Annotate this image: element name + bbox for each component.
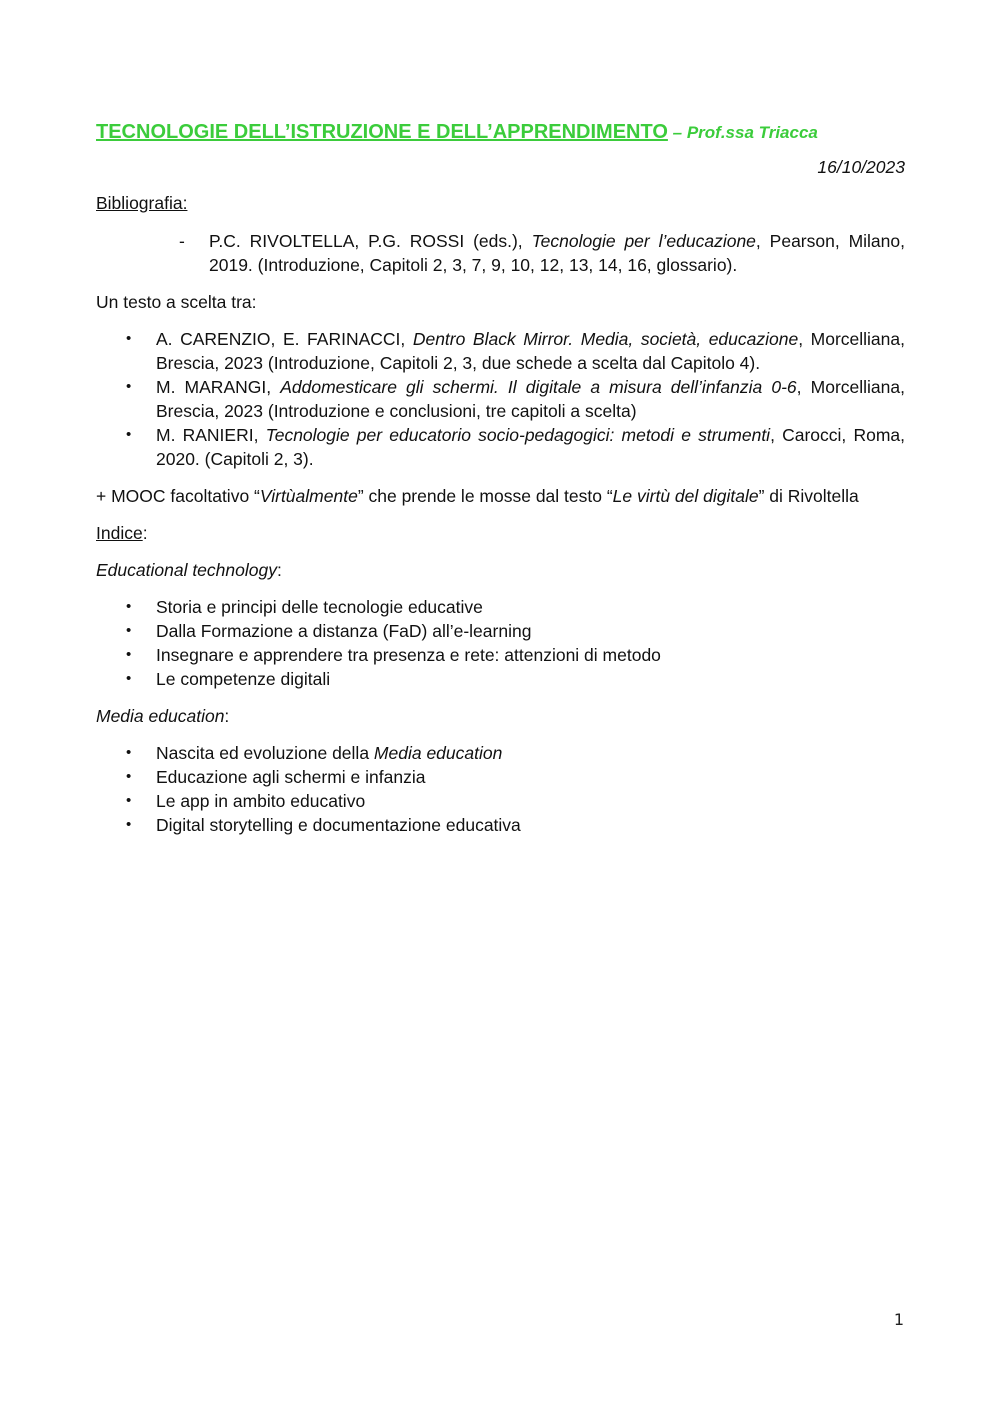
mooc-note [96,485,905,508]
list-item-text: Educazione agli schermi e infanzia [156,767,426,787]
ref-authors: P.C. RIVOLTELLA, P.G. ROSSI (eds.), [209,231,532,251]
bullet-marker: • [126,330,132,347]
course-title: TECNOLOGIE DELL’ISTRUZIONE E DELL’APPRENDIMENTO [96,121,668,143]
page-number: 1 [893,1310,904,1329]
dash-marker: - [179,231,185,251]
list-item-text: Dalla Formazione a distanza (FaD) all’e-learning [156,621,532,641]
media-label: Media education [96,706,225,726]
ref-title: Dentro Black Mirror. Media, società, educazione [412,329,799,349]
list-item [96,619,905,643]
bullet-marker: • [126,744,132,761]
document-title-line [96,119,905,146]
edtech-colon: : [276,560,282,580]
list-item [96,667,905,691]
list-item [96,813,905,837]
list-item-text: Nascita ed evoluzione della [156,743,374,763]
bullet-marker: • [126,646,132,663]
bullet-marker: • [126,622,132,639]
indice-colon: : [142,523,148,543]
list-item-text: Le app in ambito educativo [156,791,366,811]
media-heading [96,705,905,728]
edtech-list [96,595,905,691]
bibliografia-heading [96,192,905,215]
list-item [96,741,905,765]
media-list [96,741,905,837]
list-item [96,765,905,789]
list-item [96,595,905,619]
list-item [96,375,905,423]
mooc-text: ” che prende le mosse dal testo “ [357,486,613,506]
bibliografia-label: Bibliografia: [96,193,188,213]
media-colon: : [224,706,230,726]
list-item-emphasis: Media education [373,743,503,763]
list-item [96,327,905,375]
ref-title: Addomesticare gli schermi. Il digitale a misura dell’infanzia 0-6 [280,377,797,397]
bullet-marker: • [126,768,132,785]
ref-authors: A. CARENZIO, E. FARINACCI, [156,329,413,349]
bullet-marker: • [126,816,132,833]
list-item [96,789,905,813]
bullet-marker: • [126,378,132,395]
title-separator: – [667,123,687,142]
bibliografia-list [96,229,905,277]
bullet-marker: • [126,792,132,809]
list-item-text: Digital storytelling e documentazione educativa [156,815,521,835]
bullet-marker: • [126,426,132,443]
scelta-list [96,327,905,471]
indice-label: Indice [96,523,143,543]
scelta-heading: Un testo a scelta tra: [96,292,257,312]
ref-details: , Morcelliana, Brescia, 2023 (Introduzione e conclusioni, tre capitoli a scelta) [156,377,905,421]
course-professor: Prof.ssa Triacca [686,123,818,142]
edtech-heading [96,559,905,582]
ref-details: , Carocci, Roma, 2020. (Capitoli 2, 3). [156,425,905,469]
ref-title: Tecnologie per educatorio socio-pedagogici: metodi e strumenti [265,425,771,445]
list-item-text: Insegnare e apprendere tra presenza e rete: attenzioni di metodo [156,645,661,665]
indice-heading [96,522,905,545]
document-date: 16/10/2023 [817,157,905,177]
mooc-text: ” di Rivoltella [758,486,859,506]
bullet-marker: • [126,670,132,687]
bullet-marker: • [126,598,132,615]
ref-authors: M. MARANGI, [156,377,281,397]
ref-details: , Morcelliana, Brescia, 2023 (Introduzione, Capitoli 2, 3, due schede a scelta dal Capitolo 4). [156,329,905,373]
list-item [96,229,905,277]
list-item [96,423,905,471]
ref-authors: M. RANIERI, [156,425,266,445]
document-body [96,119,905,837]
mooc-text: + MOOC facoltativo “ [96,486,260,506]
list-item-text: Le competenze digitali [156,669,331,689]
list-item [96,643,905,667]
mooc-title: Virtùalmente [259,486,358,506]
ref-details: , Pearson, Milano, 2019. (Introduzione, Capitoli 2, 3, 7, 9, 10, 12, 13, 14, 16, glossario). [209,231,905,275]
mooc-book-title: Le virtù del digitale [612,486,759,506]
edtech-label: Educational technology [96,560,277,580]
ref-title: Tecnologie per l’educazione [531,231,756,251]
list-item-text: Storia e principi delle tecnologie educative [156,597,483,617]
